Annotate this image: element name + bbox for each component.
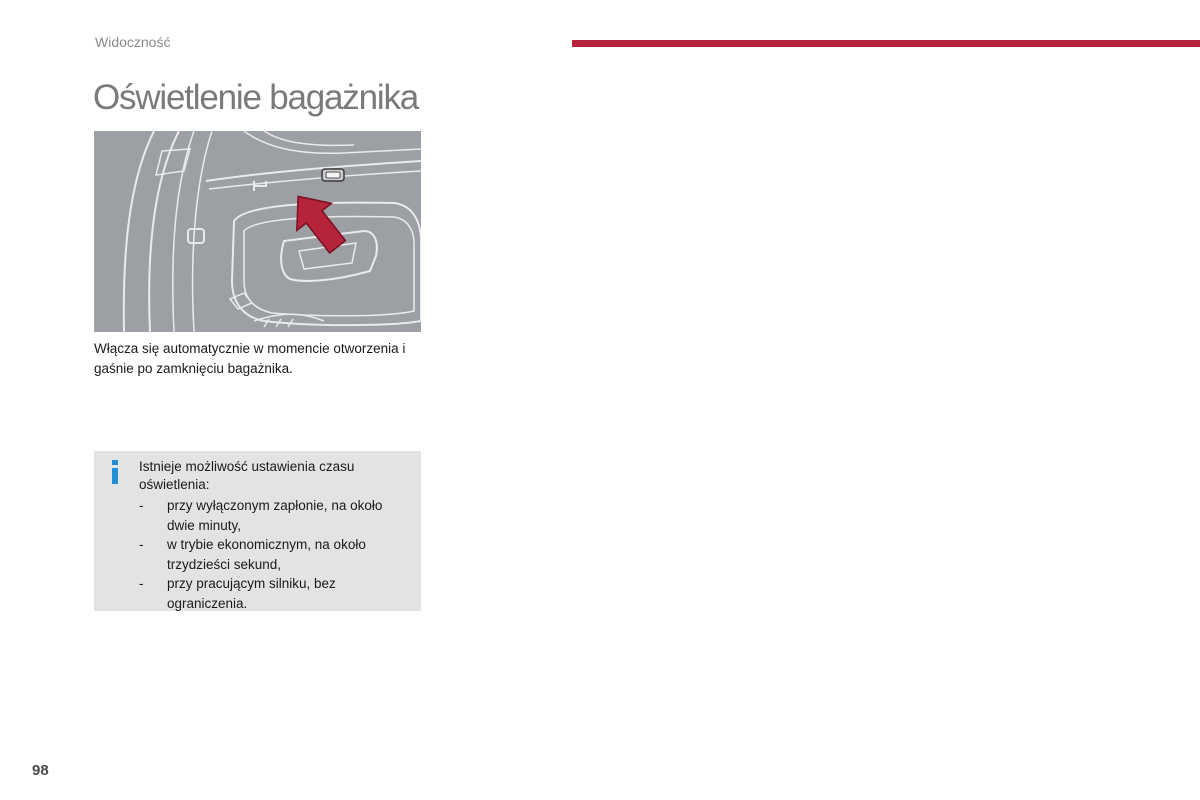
info-box xyxy=(94,451,421,611)
section-label: Widoczność xyxy=(95,34,171,50)
list-item-text: w trybie ekonomicznym, na około trzydzieści sekund, xyxy=(167,537,366,572)
list-item xyxy=(139,535,409,574)
list-bullet: - xyxy=(139,498,144,513)
info-list xyxy=(139,496,409,613)
list-bullet: - xyxy=(139,576,144,591)
list-item-text: przy wyłączonym zapłonie, na około dwie minuty, xyxy=(167,498,383,533)
page-title: Oświetlenie bagażnika xyxy=(93,78,419,117)
trunk-illustration xyxy=(94,131,421,332)
list-item xyxy=(139,574,409,613)
body-text: Włącza się automatycznie w momencie otworzenia i gaśnie po zamknięciu bagażnika. xyxy=(94,341,406,376)
header-accent-bar xyxy=(572,40,1200,47)
list-item xyxy=(139,496,409,535)
list-bullet: - xyxy=(139,537,144,552)
page-number: 98 xyxy=(32,762,49,779)
list-item-text: przy pracującym silniku, bez ograniczenia. xyxy=(167,576,336,611)
info-icon xyxy=(110,460,120,484)
info-intro: Istnieje możliwość ustawienia czasu oświetlenia: xyxy=(139,459,355,492)
